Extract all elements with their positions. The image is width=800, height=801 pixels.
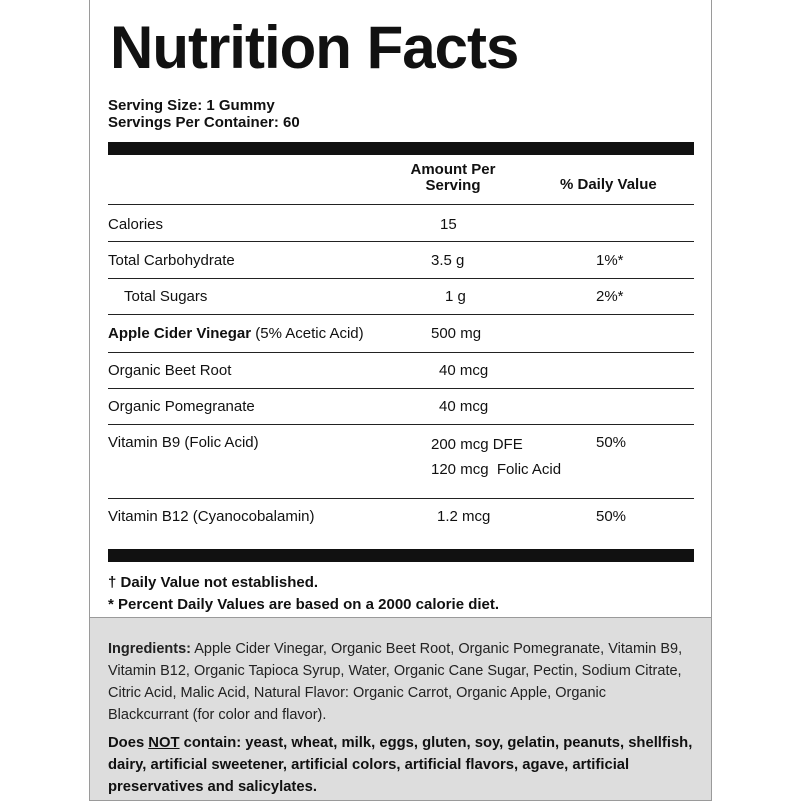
row-divider bbox=[108, 314, 694, 315]
row-amount-total-carbohydrate: 3.5 g bbox=[431, 252, 465, 269]
row-amount-organic-beet-root: 40 mcg bbox=[439, 362, 489, 379]
amount-header-line1: Amount Per bbox=[410, 161, 496, 178]
row-amount-calories: 15 bbox=[440, 216, 457, 233]
allergen-not-emphasis: NOT bbox=[148, 735, 180, 751]
row-name-apple-cider-vinegar bbox=[108, 325, 364, 343]
row-name-total-carbohydrate: Total Carbohydrate bbox=[108, 252, 235, 269]
label-title: Nutrition Facts bbox=[110, 14, 519, 81]
allergen-statement bbox=[108, 732, 693, 798]
daily-value-header: % Daily Value bbox=[560, 176, 657, 193]
row-divider bbox=[108, 241, 694, 242]
amount-per-serving-header bbox=[406, 162, 500, 194]
ingredients-text bbox=[108, 638, 688, 726]
row-divider bbox=[108, 352, 694, 353]
allergen-prefix: Does bbox=[108, 735, 149, 751]
row-amount-total-sugars: 1 g bbox=[445, 288, 466, 305]
row-name-vitamin-b12: Vitamin B12 (Cyanocobalamin) bbox=[108, 508, 315, 525]
nutrition-facts-label bbox=[89, 0, 712, 801]
ingredients-section bbox=[90, 617, 711, 801]
amount-header-line2: Serving bbox=[425, 177, 481, 194]
row-amount-organic-pomegranate: 40 mcg bbox=[439, 398, 489, 415]
row-amount-vitamin-b9-dfe: 200 mcg DFE bbox=[431, 436, 523, 453]
row-amount-vitamin-b9-folic-acid: 120 mcg Folic Acid bbox=[431, 461, 562, 478]
row-amount-apple-cider-vinegar: 500 mg bbox=[431, 325, 482, 342]
row-name-qualifier: (5% Acetic Acid) bbox=[251, 325, 364, 342]
row-dv-total-carbohydrate: 1%* bbox=[596, 252, 624, 269]
row-dv-vitamin-b9: 50% bbox=[596, 434, 627, 451]
row-dv-total-sugars: 2%* bbox=[596, 288, 624, 305]
row-dv-vitamin-b12: 50% bbox=[596, 508, 627, 525]
ingredients-label: Ingredients: bbox=[108, 641, 191, 657]
serving-size: Serving Size: 1 Gummy bbox=[108, 97, 275, 114]
footnote-percent-daily-values: * Percent Daily Values are based on a 2000 calorie diet. bbox=[108, 596, 500, 613]
footnote-daily-value-not-established: † Daily Value not established. bbox=[108, 574, 319, 591]
row-divider bbox=[108, 278, 694, 279]
row-amount-vitamin-b12: 1.2 mcg bbox=[437, 508, 491, 525]
row-name-total-sugars: Total Sugars bbox=[124, 288, 208, 305]
row-divider bbox=[108, 204, 694, 205]
row-name-organic-pomegranate: Organic Pomegranate bbox=[108, 398, 255, 415]
servings-per-container: Servings Per Container: 60 bbox=[108, 114, 300, 131]
top-thick-divider bbox=[108, 142, 694, 155]
row-divider bbox=[108, 498, 694, 499]
row-name-bold: Apple Cider Vinegar bbox=[108, 325, 252, 342]
row-divider bbox=[108, 424, 694, 425]
bottom-thick-divider bbox=[108, 549, 694, 562]
row-name-organic-beet-root: Organic Beet Root bbox=[108, 362, 232, 379]
allergen-list: contain: yeast, wheat, milk, eggs, gluten, soy, gelatin, peanuts, shellfish, dairy, artificial sweetener, artificial colors, artificial flavors, agave, artificial preservatives and salicylates. bbox=[108, 735, 693, 795]
row-name-vitamin-b9: Vitamin B9 (Folic Acid) bbox=[108, 434, 259, 451]
row-name-calories: Calories bbox=[108, 216, 164, 233]
ingredients-list: Apple Cider Vinegar, Organic Beet Root, Organic Pomegranate, Vitamin B9, Vitamin B12, Organic Tapioca Syrup, Water, Organic Cane Sugar, Pectin, Sodium Citrate, Citric Acid, Malic Acid, Natural Flavor: Organic Carrot, Organic Apple, Organic Blackcurrant (for color and flavor). bbox=[108, 641, 683, 723]
row-divider bbox=[108, 388, 694, 389]
